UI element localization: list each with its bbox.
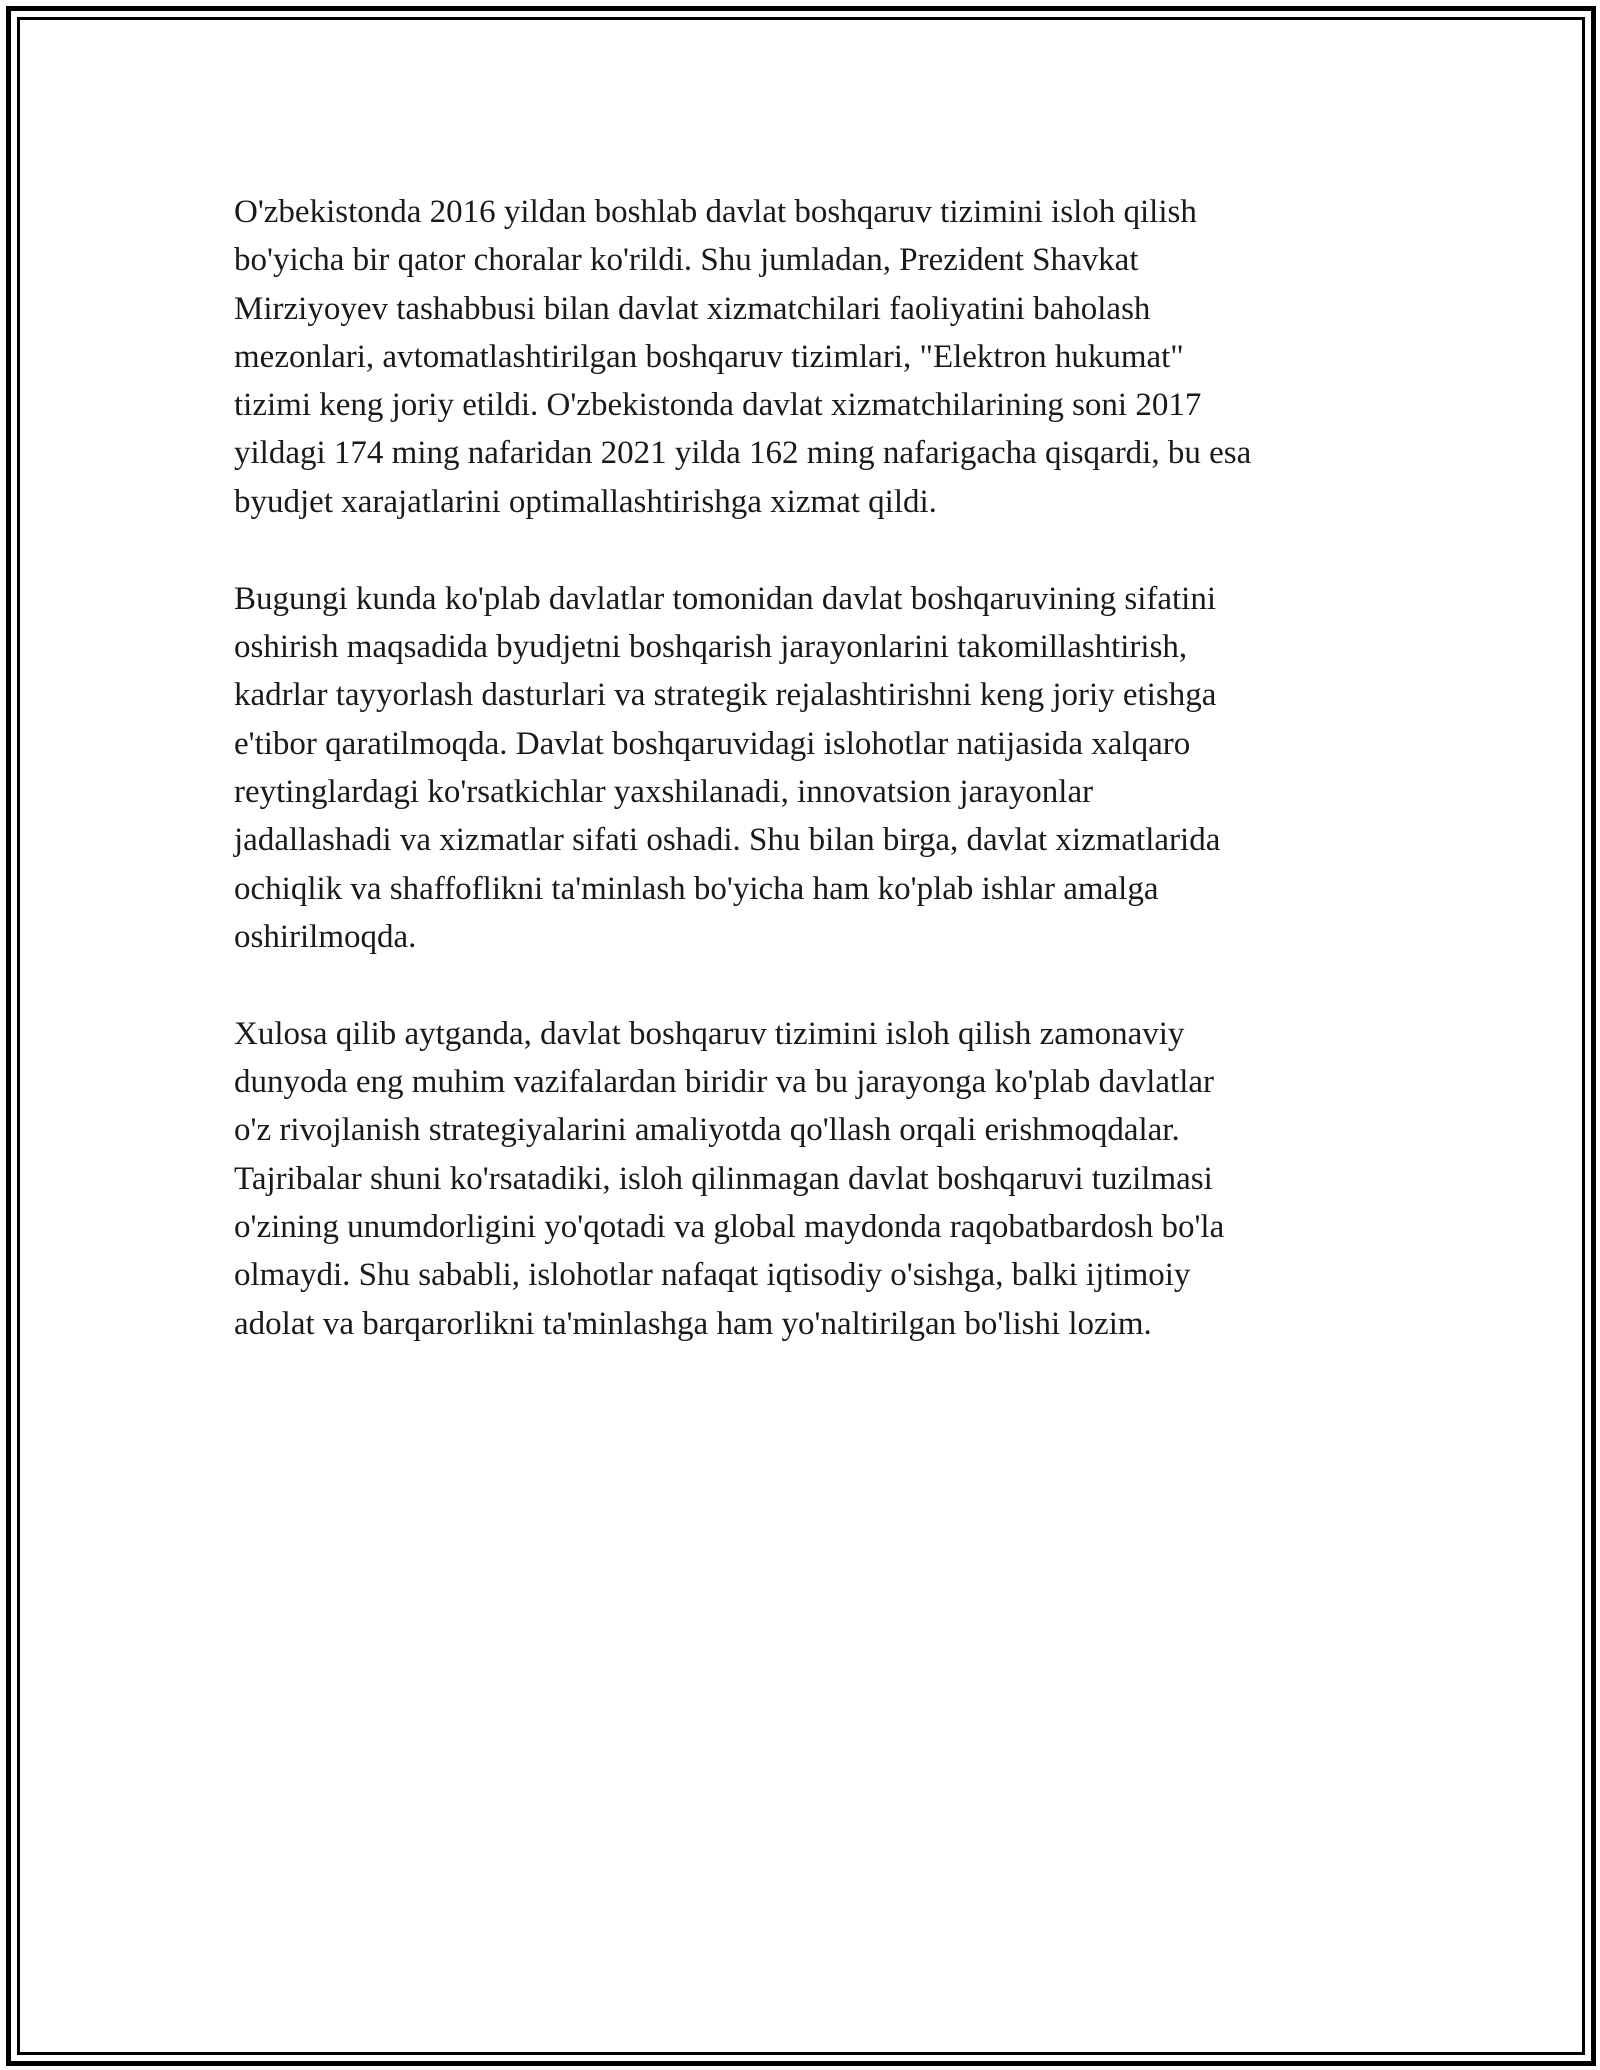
paragraph-1-line-7: byudjet xarajatlarini optimallashtirishga xizmat qildi. [234,483,937,520]
paragraph-2-line-2: oshirish maqsadida byudjetni boshqarish jarayonlarini takomillashtirish, [234,629,1188,666]
paragraph-3-line-4: Tajribalar shuni ko'rsatadiki, isloh qilinmagan davlat boshqaruvi tuzilmasi [234,1160,1213,1197]
paragraph-2-line-7: ochiqlik va shaffoflikni ta'minlash bo'yicha ham ko'plab ishlar amalga [234,870,1159,907]
paragraph-3-line-6: olmaydi. Shu sababli, islohotlar nafaqat iqtisodiy o'sishga, balki ijtimoiy [234,1257,1191,1294]
document-body [234,188,1404,1397]
paragraph-2-line-5: reytinglardagi ko'rsatkichlar yaxshilanadi, innovatsion jarayonlar [234,773,1094,810]
paragraph-1-line-1: O'zbekistonda 2016 yildan boshlab davlat boshqaruv tizimini isloh qilish [234,194,1197,230]
paragraph-3-line-3: o'z rivojlanish strategiyalarini amaliyotda qo'llash orqali erishmoqdalar. [234,1112,1180,1149]
paragraph-2-line-1: Bugungi kunda ko'plab davlatlar tomonidan davlat boshqaruvining sifatini [234,580,1217,617]
paragraph-1-line-4: mezonlari, avtomatlashtirilgan boshqaruv tizimlari, "Elektron hukumat" [234,338,1184,375]
paragraph-2 [234,575,1404,961]
paragraph-3-line-7: adolat va barqarorlikni ta'minlashga ham yo'naltirilgan bo'lishi lozim. [234,1305,1152,1342]
paragraph-1 [234,188,1404,526]
paragraph-3-line-2: dunyoda eng muhim vazifalardan biridir va bu jarayonga ko'plab davlatlar [234,1064,1215,1101]
paragraph-3-line-5: o'zining unumdorligini yo'qotadi va global maydonda raqobatbardosh bo'la [234,1209,1225,1246]
paragraph-2-line-6: jadallashadi va xizmatlar sifati oshadi. Shu bilan birga, davlat xizmatlarida [234,822,1221,859]
paragraph-1-line-6: yildagi 174 ming nafaridan 2021 yilda 162 ming nafarigacha qisqardi, bu esa [234,435,1252,472]
paragraph-2-line-8: oshirilmoqda. [234,918,417,955]
paragraph-1-line-5: tizimi keng joriy etildi. O'zbekistonda davlat xizmatchilarining soni 2017 [234,387,1202,424]
paragraph-1-line-2: bo'yicha bir qator choralar ko'rildi. Shu jumladan, Prezident Shavkat [234,242,1139,279]
paragraph-3 [234,1010,1404,1348]
paragraph-2-line-4: e'tibor qaratilmoqda. Davlat boshqaruvidagi islohotlar natijasida xalqaro [234,725,1191,762]
paragraph-1-line-3: Mirziyoyev tashabbusi bilan davlat xizmatchilari faoliyatini baholash [234,290,1151,327]
paragraph-2-line-3: kadrlar tayyorlash dasturlari va strategik rejalashtirishni keng joriy etishga [234,677,1217,714]
paragraph-3-line-1: Xulosa qilib aytganda, davlat boshqaruv tizimini isloh qilish zamonaviy [234,1015,1185,1052]
